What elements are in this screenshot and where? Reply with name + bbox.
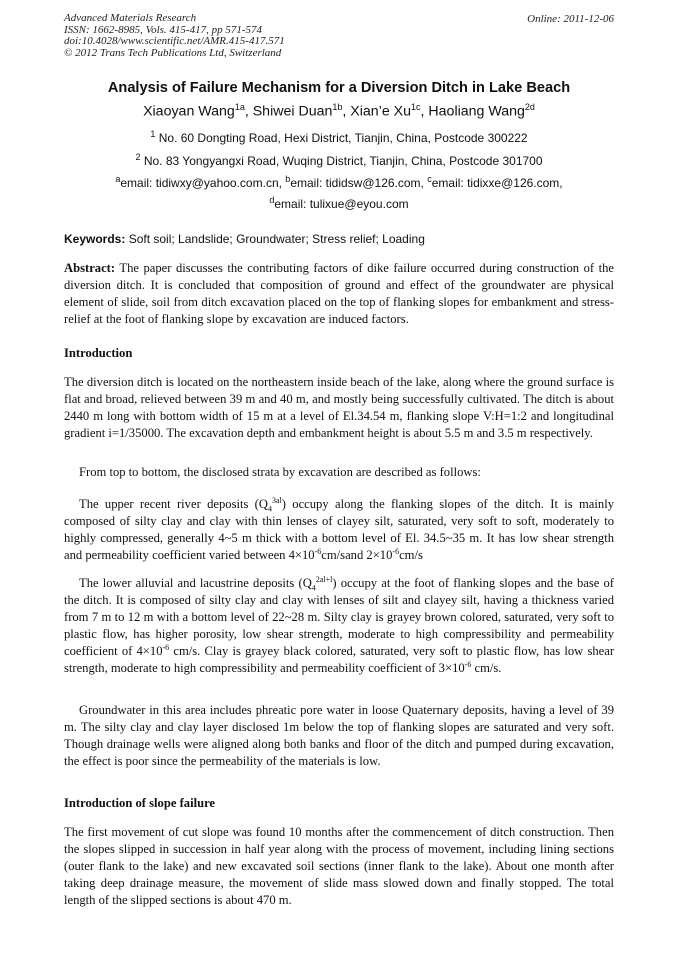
- issn-line: ISSN: 1662-8985, Vols. 415-417, pp 571-574: [64, 23, 262, 36]
- section-heading-slope-failure: Introduction of slope failure: [64, 796, 216, 810]
- author-name: Xian’e Xu: [350, 103, 412, 120]
- email-a[interactable]: email: tidiwxy@yahoo.com.cn,: [120, 176, 282, 190]
- author-sup: 1b: [332, 102, 343, 112]
- section-heading-introduction: Introduction: [64, 346, 133, 360]
- affiliation-sup: 1: [150, 129, 156, 139]
- author-name: Haoliang Wang: [428, 103, 525, 120]
- email-c[interactable]: email: tidixxe@126.com,: [431, 176, 563, 190]
- email-b[interactable]: email: tididsw@126.com,: [290, 176, 424, 190]
- abstract-label: Abstract:: [64, 261, 116, 275]
- author-sup: 2d: [524, 102, 535, 112]
- keywords-text: Soft soil; Landslide; Groundwater; Stress relief; Loading: [128, 232, 425, 246]
- affiliation-text: No. 60 Dongting Road, Hexi District, Tianjin, China, Postcode 300222: [158, 131, 528, 145]
- affiliation-sup: 2: [135, 152, 141, 162]
- paragraph-3: The upper recent river deposits $(Q_4^{3al})$ occupy along the flanking slopes of the ditch. It is mainly composed of silty clay and clay with thin lenses of clayey silt, saturated, very soft to soft, moderately to highly compressed, generally 4~5 m thick with a bottom level of El. 34.5~35 m. It has low shear strength and permeability coefficient varied between $4\times 10^{-6}cm$/sand $2\times 10^{-6}cm/s$: [64, 495, 614, 562]
- email-line-1: $^a$email: tidiwxy@yahoo.com.cn, $^b$email: tididsw@126.com, $^c$email: tidixxe@126.com,: [115, 174, 563, 190]
- paragraph-5: Groundwater in this area includes phreatic pore water in loose Quaternary deposits, having a level of 39 m. The silty clay and clay layer disclosed 1m below the top of flanking slopes are saturated and very soft. Though drainage wells were aligned along both banks and floor of the ditch and pumped during excavation, the effect is poor since the permeability of the materials is low.: [64, 703, 614, 768]
- affiliation-1: [0, 129, 678, 145]
- paragraph-2: From top to bottom, the disclosed strata by excavation are described as follows:: [79, 465, 481, 479]
- copyright-line: © 2012 Trans Tech Publications Ltd, Switzerland: [64, 46, 282, 59]
- author-name: Shiwei Duan: [252, 103, 333, 120]
- keywords-label: Keywords:: [64, 232, 126, 246]
- journal-header: [64, 13, 285, 59]
- author-sup: 1c: [411, 102, 421, 112]
- affiliation-2: [0, 152, 678, 168]
- email-line-2: $^d$email: tulixue@eyou.com: [269, 195, 409, 211]
- keywords: [64, 232, 425, 246]
- author-name: Xiaoyan Wang: [143, 103, 235, 120]
- paragraph-6: The first movement of cut slope was found 10 months after the commencement of ditch construction. Then the slopes slipped in succession in half year along with the process of movement, including lining sections (outer flank to the lake) and new excavated soil sections (inner flank to the lake). About one month after taking deep drainage measure, the movement of slide mass slowed down and finally stopped. The total length of the slipped sections is about 470 m.: [64, 825, 614, 907]
- paper-title: Analysis of Failure Mechanism for a Diversion Ditch in Lake Beach: [107, 80, 571, 96]
- doi-line: doi:10.4028/www.scientific.net/AMR.415-417.571: [64, 35, 285, 47]
- online-date: Online: 2011-12-06: [527, 13, 614, 25]
- abstract-text: The paper discusses the contributing factors of dike failure occurred during construction of the diversion ditch. It is concluded that composition of ground and effect of the groundwater are physical element of slide, soil from ditch excavation placed on the top of flanking slopes for embankment and stress-relief at the foot of flanking slope by excavation are induced factors.: [64, 261, 615, 326]
- affiliation-text: No. 83 Yongyangxi Road, Wuqing District, Tianjin, China, Postcode 301700: [143, 154, 543, 168]
- journal-name: Advanced Materials Research: [64, 12, 197, 24]
- paragraph-4: The lower alluvial and lacustrine deposits $(Q_4^{2al+l})$ occupy at the foot of flanking slopes and the base of the ditch. It is composed of silty clay and clay with lenses of silt and clayey silt, having a thickness varied from 7 m to 12 m with a bottom level of 22~28 m. Silty clay is grayey brown colored, saturated, very soft to plastic flow, has higher porosity, low shear strength, moderate to high compressibility and permeability coefficient of $4\times 10^{-6}$ cm/s. Clay is grayey black colored, saturated, very soft to plastic flow, has low shear strength, moderate to high compressibility and permeability coefficient of $3\times 10^{-6}$ cm/s.: [64, 574, 615, 675]
- author-sup: 1a: [234, 102, 245, 112]
- author-list: Xiaoyan Wang$^{1a}$, Shiwei Duan$^{1b}$, Xian’e $Xu^{1c}$, Haoliang Wang$^{2d}$: [143, 102, 535, 120]
- email-d[interactable]: email: tulixue@eyou.com: [274, 197, 409, 211]
- paragraph-1: The diversion ditch is located on the northeastern inside beach of the lake, along where the ground surface is flat and broad, relieved between 39 m and 40 m, and mostly being successfully cultivated. The ditch is about 2440 m long with bottom width of 15 m at a level of El.34.54 m, flanking slope V:H=1:2 and longitudinal gradient i=1/35000. The excavation depth and embankment height is about 5.5 m and 3.5 m respectively.: [64, 375, 614, 440]
- abstract: [64, 260, 614, 328]
